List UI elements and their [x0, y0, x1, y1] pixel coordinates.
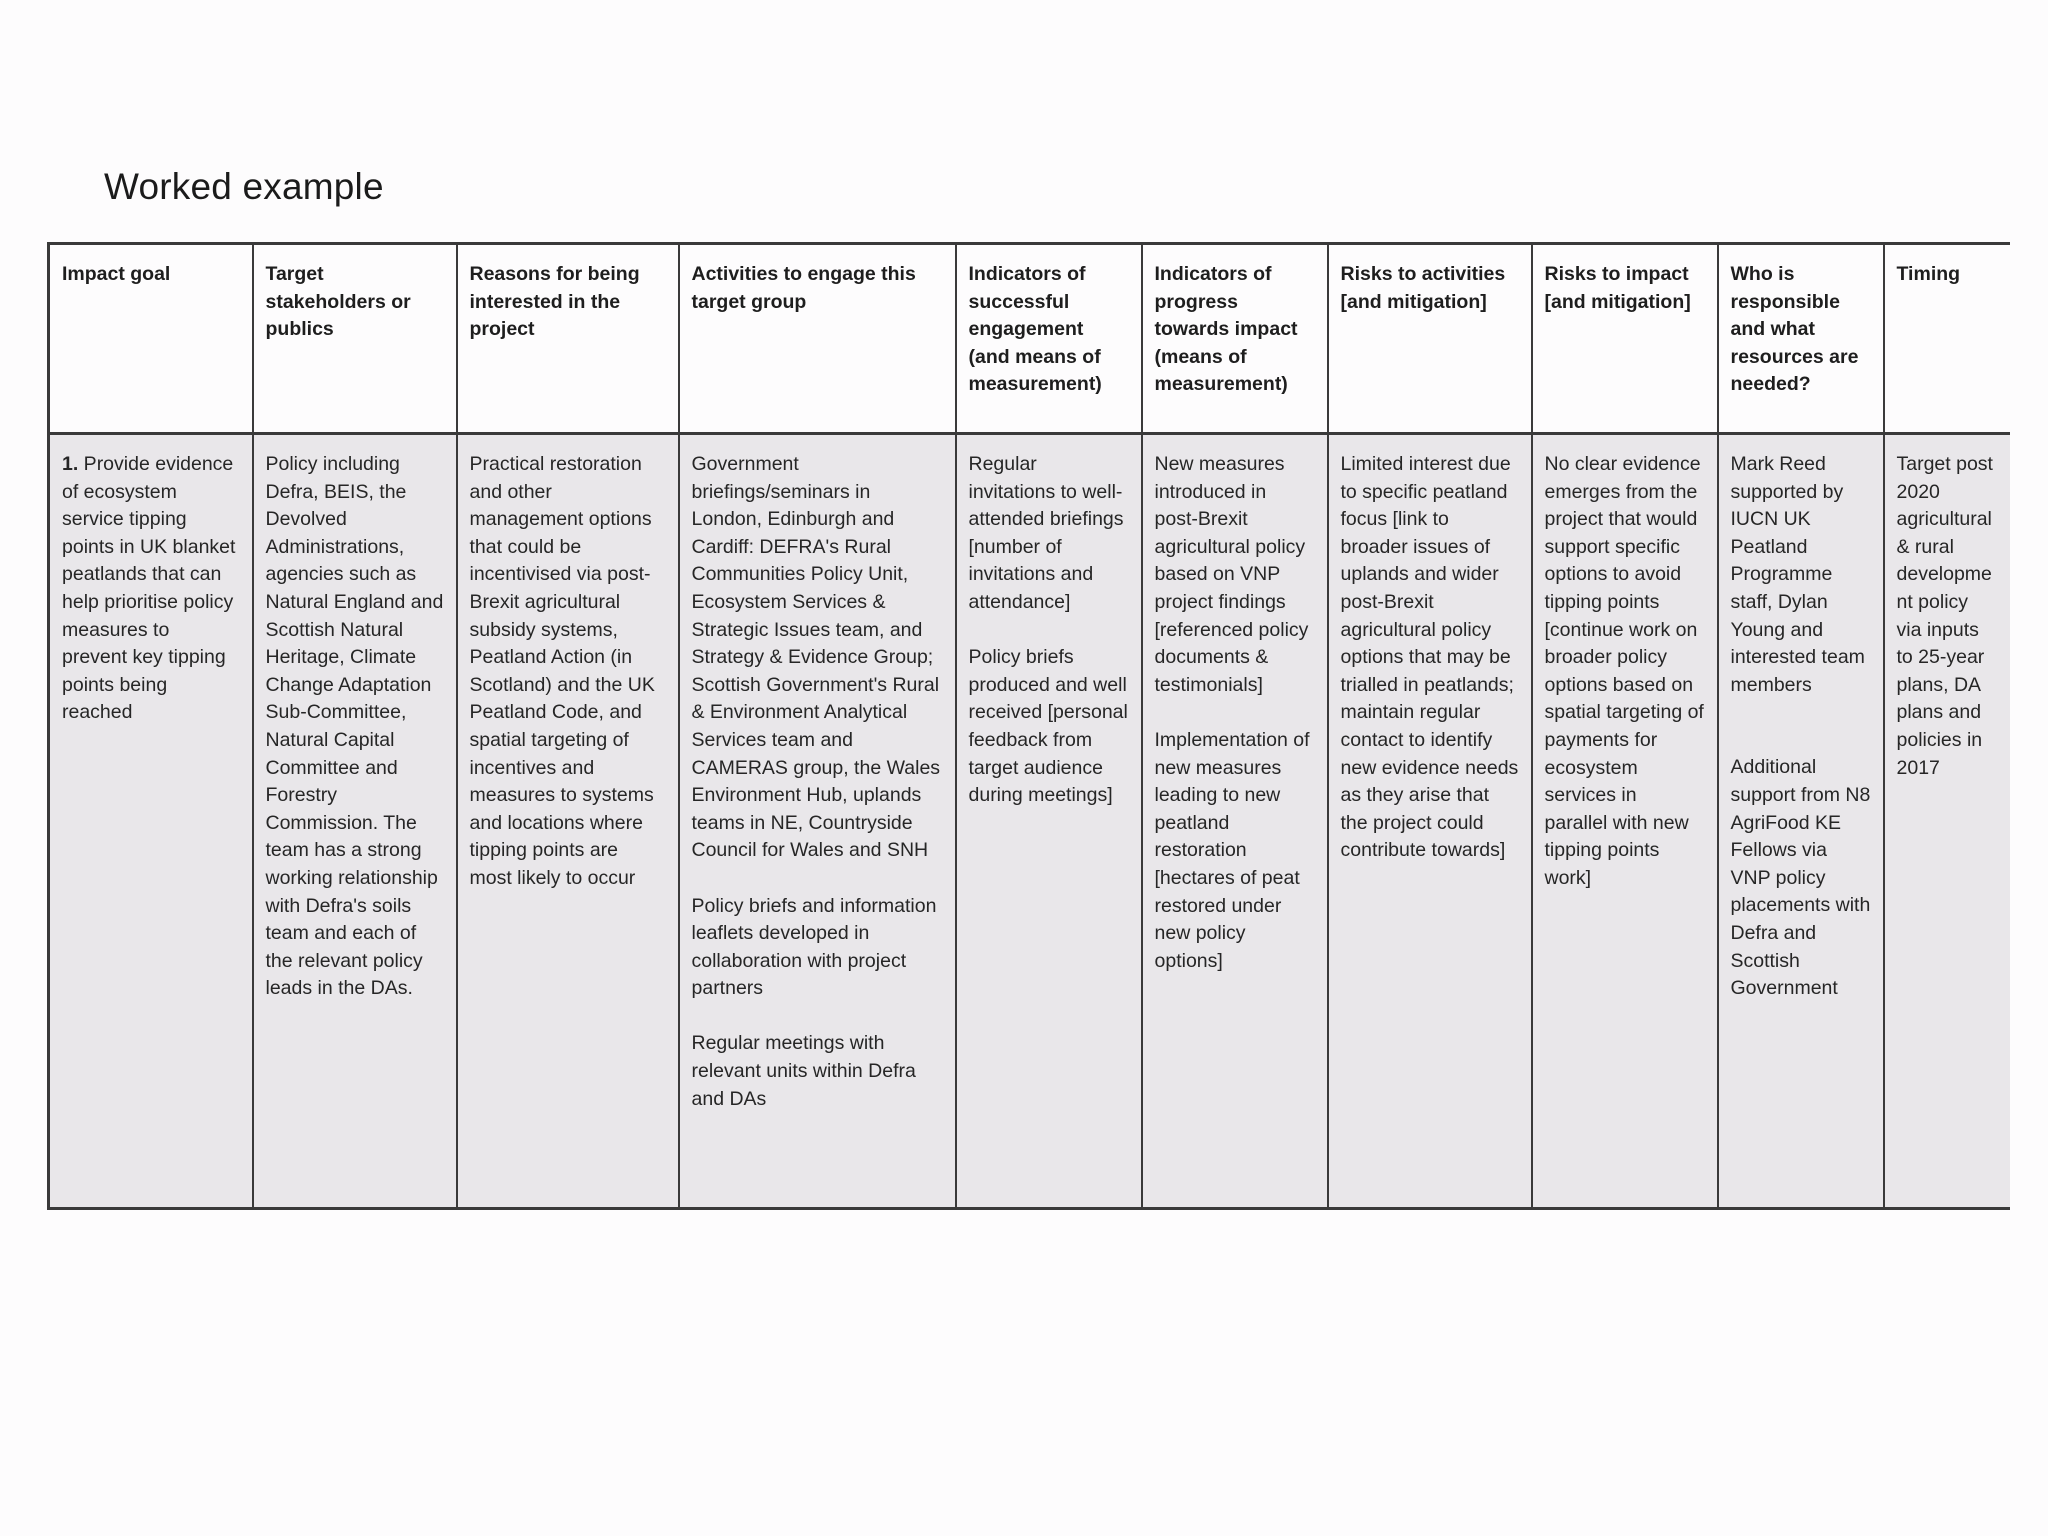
header-engagement-indicators: Indicators of successful engagement (and means of measurement) [956, 244, 1142, 434]
table-header-row [49, 244, 2010, 434]
header-activities: Activities to engage this target group [679, 244, 956, 434]
progress-indicator: Implementation of new measures leading to new peatland restoration [hectares of peat restored under new policy options] [1154, 728, 1310, 972]
page-title: Worked example [104, 166, 384, 207]
header-timing: Timing [1884, 244, 2010, 434]
cell-reasons: Practical restoration and other management options that could be incentivised via post-Brexit agricultural subsidy systems, Peatland Action (in Scotland) and the UK Peatland Code, and spatial targeting of incentives and measures to systems and locations where tipping points are most likely to occur [457, 434, 679, 1209]
header-reasons: Reasons for being interested in the project [457, 244, 679, 434]
impact-plan-table [47, 242, 2010, 1210]
cell-risks-activities: Limited interest due to specific peatland focus [link to broader issues of uplands and wider post-Brexit agricultural policy options that may be trialled in peatlands; maintain regular contact to identify new evidence needs as they arise that the project could contribute towards] [1328, 434, 1532, 1209]
cell-progress-indicators [1142, 434, 1328, 1209]
header-risks-impact: Risks to impact [and mitigation] [1532, 244, 1718, 434]
engagement-indicator: Policy briefs produced and well received [personal feedback from target audience during meetings] [968, 646, 1128, 807]
table-row [49, 434, 2010, 1209]
responsible-paragraph: Mark Reed supported by IUCN UK Peatland Programme staff, Dylan Young and interested team members [1730, 453, 1865, 696]
cell-engagement-indicators [956, 434, 1142, 1209]
cell-timing: Target post 2020 agricultural & rural developme nt policy via inputs to 25-year plans, DA plans and policies in 2017 [1884, 434, 2010, 1209]
activity-paragraph: Regular meetings with relevant units within Defra and DAs [691, 1032, 916, 1110]
progress-indicator: New measures introduced in post-Brexit agricultural policy based on VNP project findings [referenced policy documents & testimonials] [1154, 453, 1309, 696]
activity-paragraph: Policy briefs and information leaflets developed in collaboration with project partners [691, 894, 937, 1000]
header-progress-indicators: Indicators of progress towards impact (means of measurement) [1142, 244, 1328, 434]
cell-activities [679, 434, 956, 1209]
header-responsible: Who is responsible and what resources are needed? [1718, 244, 1884, 434]
responsible-paragraph: Additional support from N8 AgriFood KE Fellows via VNP policy placements with Defra and Scottish Government [1730, 756, 1871, 1000]
goal-text: Provide evidence of ecosystem service tipping points in UK blanket peatlands that can help prioritise policy measures to prevent key tipping points being reached [62, 453, 236, 724]
header-risks-activities: Risks to activities [and mitigation] [1328, 244, 1532, 434]
cell-impact-goal [49, 434, 253, 1209]
header-target-stakeholders: Target stakeholders or publics [253, 244, 457, 434]
header-impact-goal: Impact goal [49, 244, 253, 434]
goal-number: 1. [62, 453, 79, 475]
cell-risks-impact: No clear evidence emerges from the project that would support specific options to avoid tipping points [continue work on broader policy options based on spatial targeting of payments for ecosystem services in parallel with new tipping points work] [1532, 434, 1718, 1209]
activity-paragraph: Government briefings/seminars in London, Edinburgh and Cardiff: DEFRA's Rural Communities Policy Unit, Ecosystem Services & Strategic Issues team, and Strategy & Evidence Group; Scottish Government's Rural & Environment Analytical Services team and CAMERAS group, the Wales Environment Hub, uplands teams in NE, Countryside Council for Wales and SNH [691, 453, 941, 862]
cell-stakeholders: Policy including Defra, BEIS, the Devolved Administrations, agencies such as Natural England and Scottish Natural Heritage, Climate Change Adaptation Sub-Committee, Natural Capital Committee and Forestry Commission. The team has a strong working relationship with Defra's soils team and each of the relevant policy leads in the DAs. [253, 434, 457, 1209]
engagement-indicator: Regular invitations to well-attended briefings [number of invitations and attendance] [968, 453, 1124, 613]
cell-responsible [1718, 434, 1884, 1209]
